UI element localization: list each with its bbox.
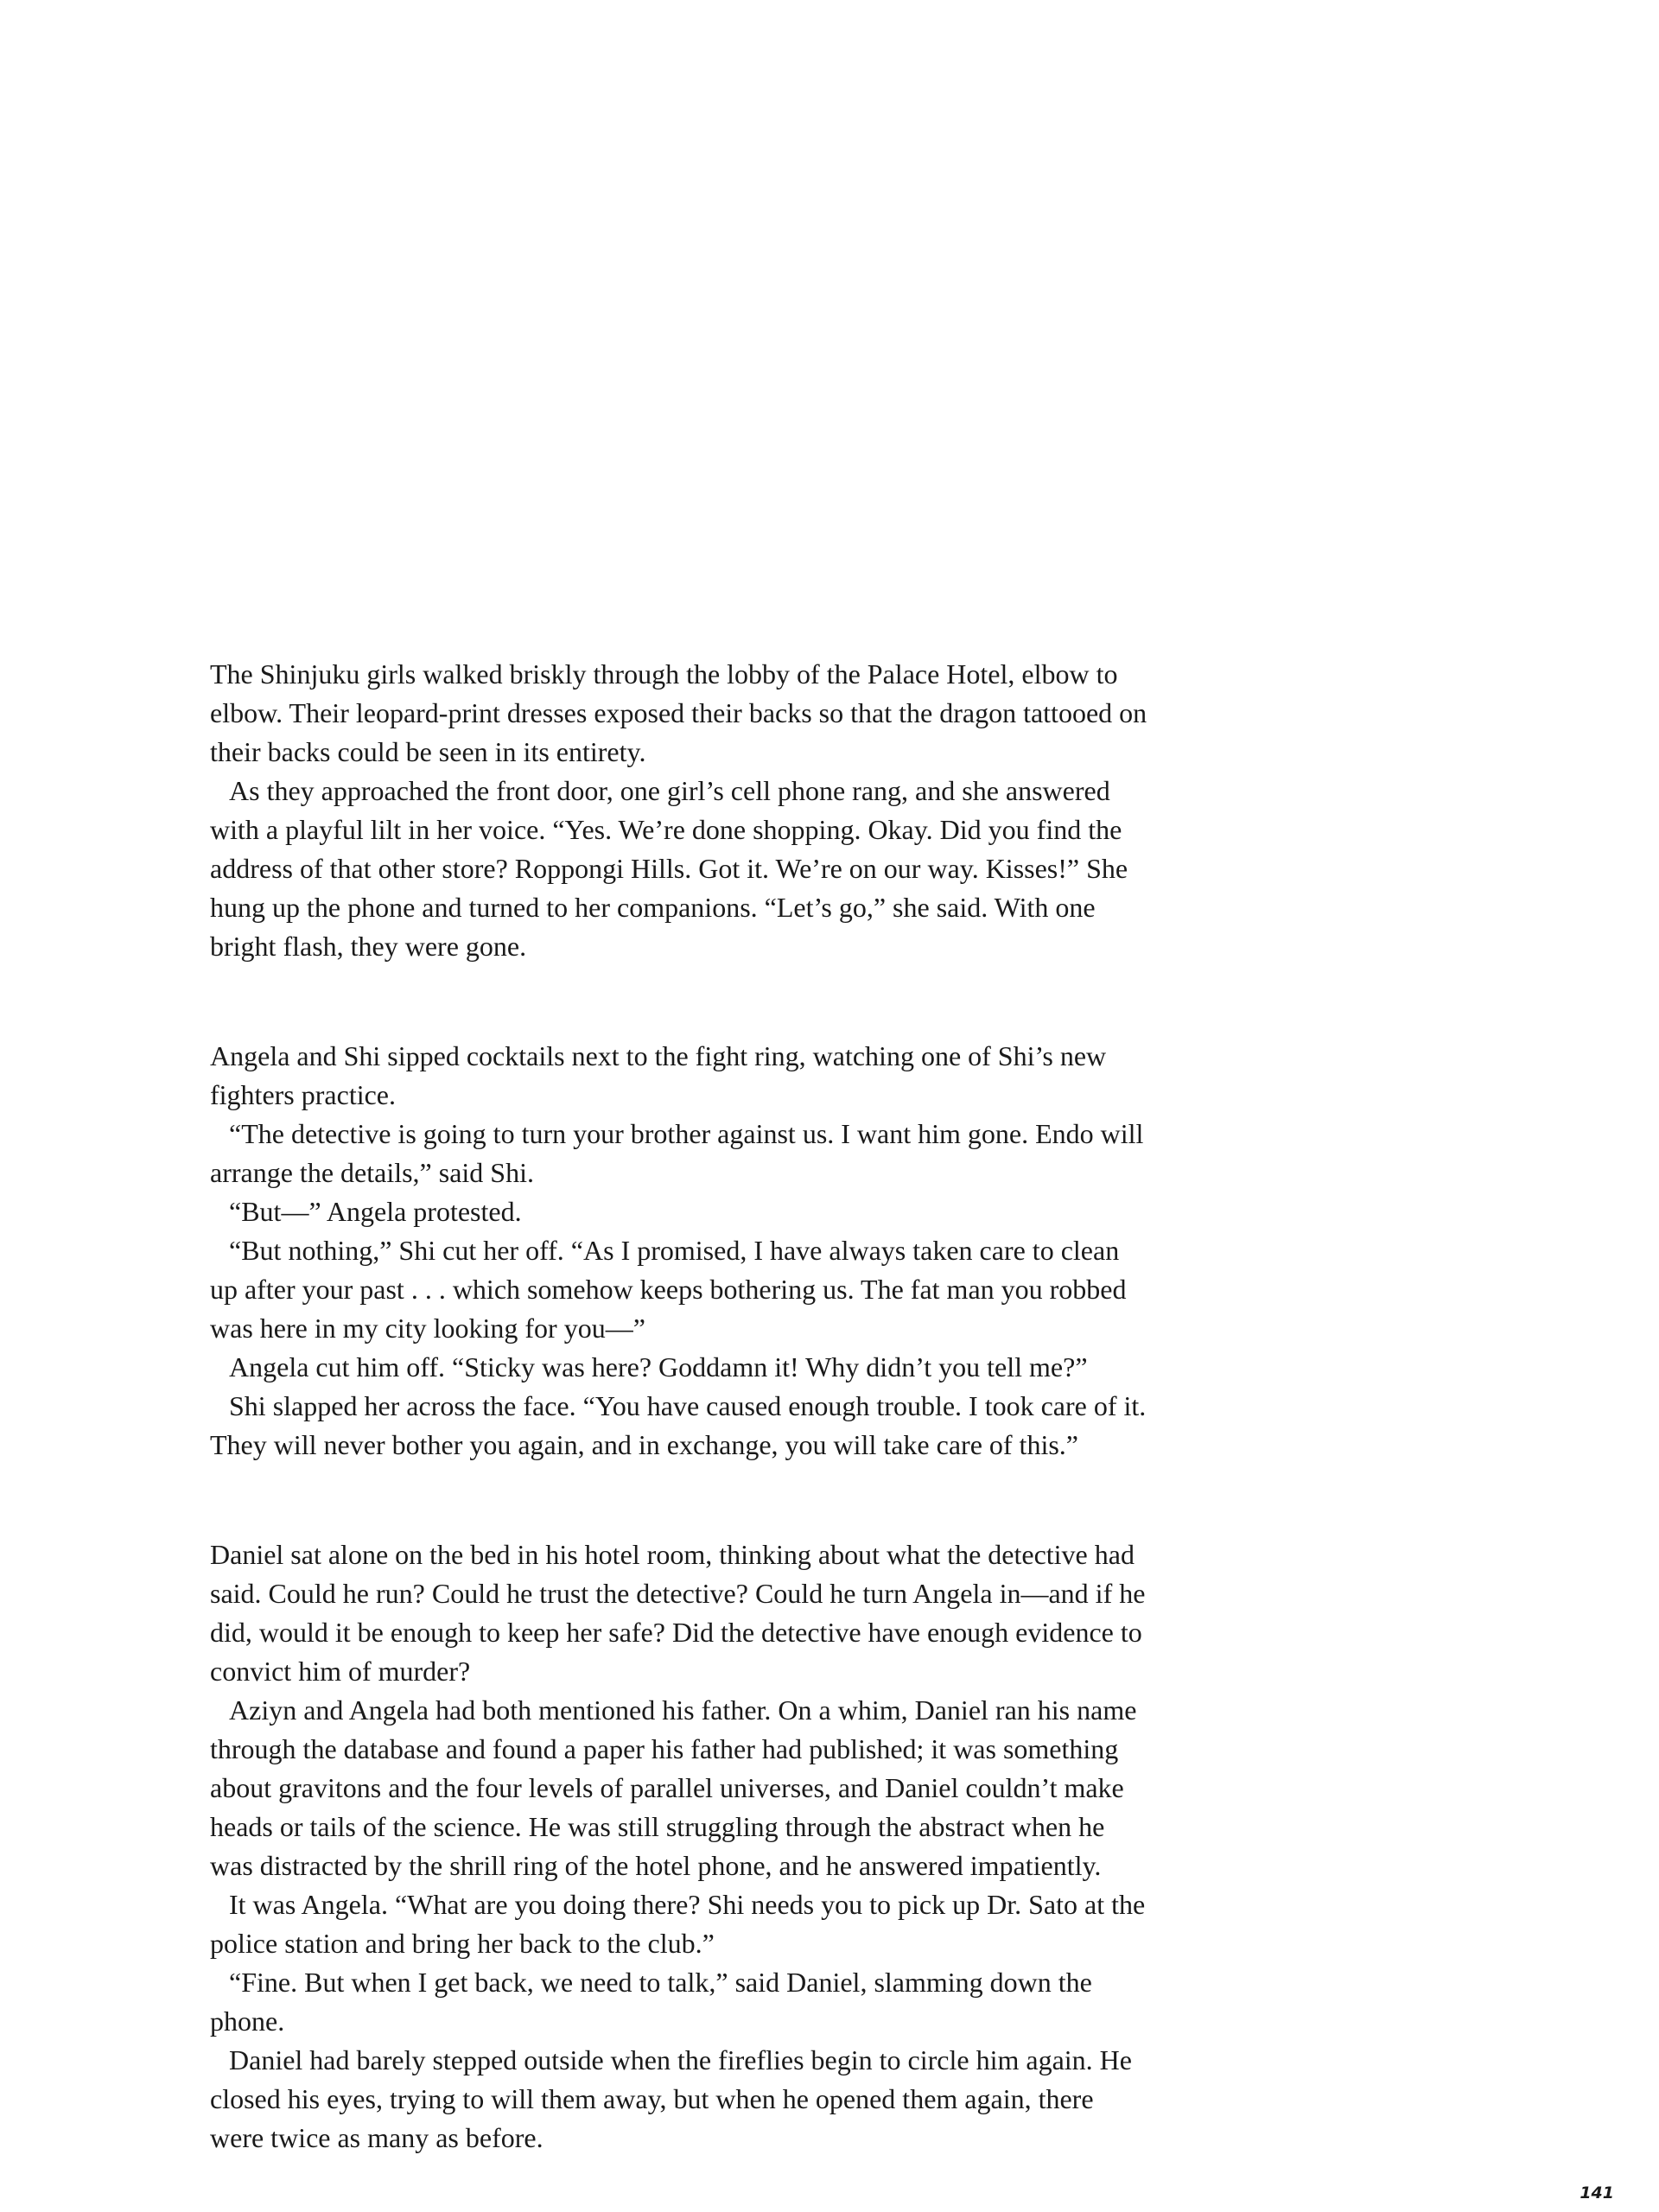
body-text [210, 655, 1152, 2158]
scene-3 [210, 1535, 1152, 2158]
paragraph: It was Angela. “What are you doing there? Shi needs you to pick up Dr. Sato at the police station and bring her back to the club.” [210, 1889, 1146, 1959]
paragraph: “The detective is going to turn your brother against us. I want him gone. Endo will arrange the details,” said Shi. [210, 1118, 1144, 1188]
paragraph: The Shinjuku girls walked briskly through the lobby of the Palace Hotel, elbow to elbow. Their leopard-print dresses exposed their backs so that the dragon tattooed on their backs could be seen in its entirety. [210, 658, 1147, 767]
paragraph: “Fine. But when I get back, we need to talk,” said Daniel, slamming down the phone. [210, 1967, 1092, 2037]
scene-2 [210, 1037, 1152, 1465]
paragraph: “But nothing,” Shi cut her off. “As I promised, I have always taken care to clean up after your past . . . which somehow keeps bothering us. The fat man you robbed was here in my city looking for you—” [210, 1235, 1127, 1344]
paragraph: Shi slapped her across the face. “You have caused enough trouble. I took care of it. They will never bother you again, and in exchange, you will take care of this.” [210, 1390, 1147, 1460]
paragraph: Angela and Shi sipped cocktails next to the fight ring, watching one of Shi’s new fighters practice. [210, 1040, 1107, 1110]
scene-1 [210, 655, 1152, 966]
paragraph: “But—” Angela protested. [229, 1196, 522, 1227]
paragraph: Angela cut him off. “Sticky was here? Goddamn it! Why didn’t you tell me?” [229, 1351, 1088, 1382]
page-number: 141 [1580, 2183, 1614, 2202]
paragraph: Aziyn and Angela had both mentioned his father. On a whim, Daniel ran his name through the database and found a paper his father had published; it was something about gravitons and the four levels of parallel universes, and Daniel couldn’t make heads or tails of the science. He was still struggling through the abstract when he was distracted by the shrill ring of the hotel phone, and he answered impatiently. [210, 1694, 1137, 1881]
paragraph: Daniel had barely stepped outside when the fireflies begin to circle him again. He closed his eyes, trying to will them away, but when he opened them again, there were twice as many as before. [210, 2044, 1132, 2153]
paragraph: Daniel sat alone on the bed in his hotel room, thinking about what the detective had said. Could he run? Could he trust the detective? Could he turn Angela in—and if he did, would it be enough to keep her safe? Did the detective have enough evidence to convict him of murder? [210, 1539, 1146, 1687]
paragraph: As they approached the front door, one girl’s cell phone rang, and she answered with a playful lilt in her voice. “Yes. We’re done shopping. Okay. Did you find the address of that other store? Roppongi Hills. Got it. We’re on our way. Kisses!” She hung up the phone and turned to her companions. “Let’s go,” she said. With one bright flash, they were gone. [210, 775, 1128, 962]
